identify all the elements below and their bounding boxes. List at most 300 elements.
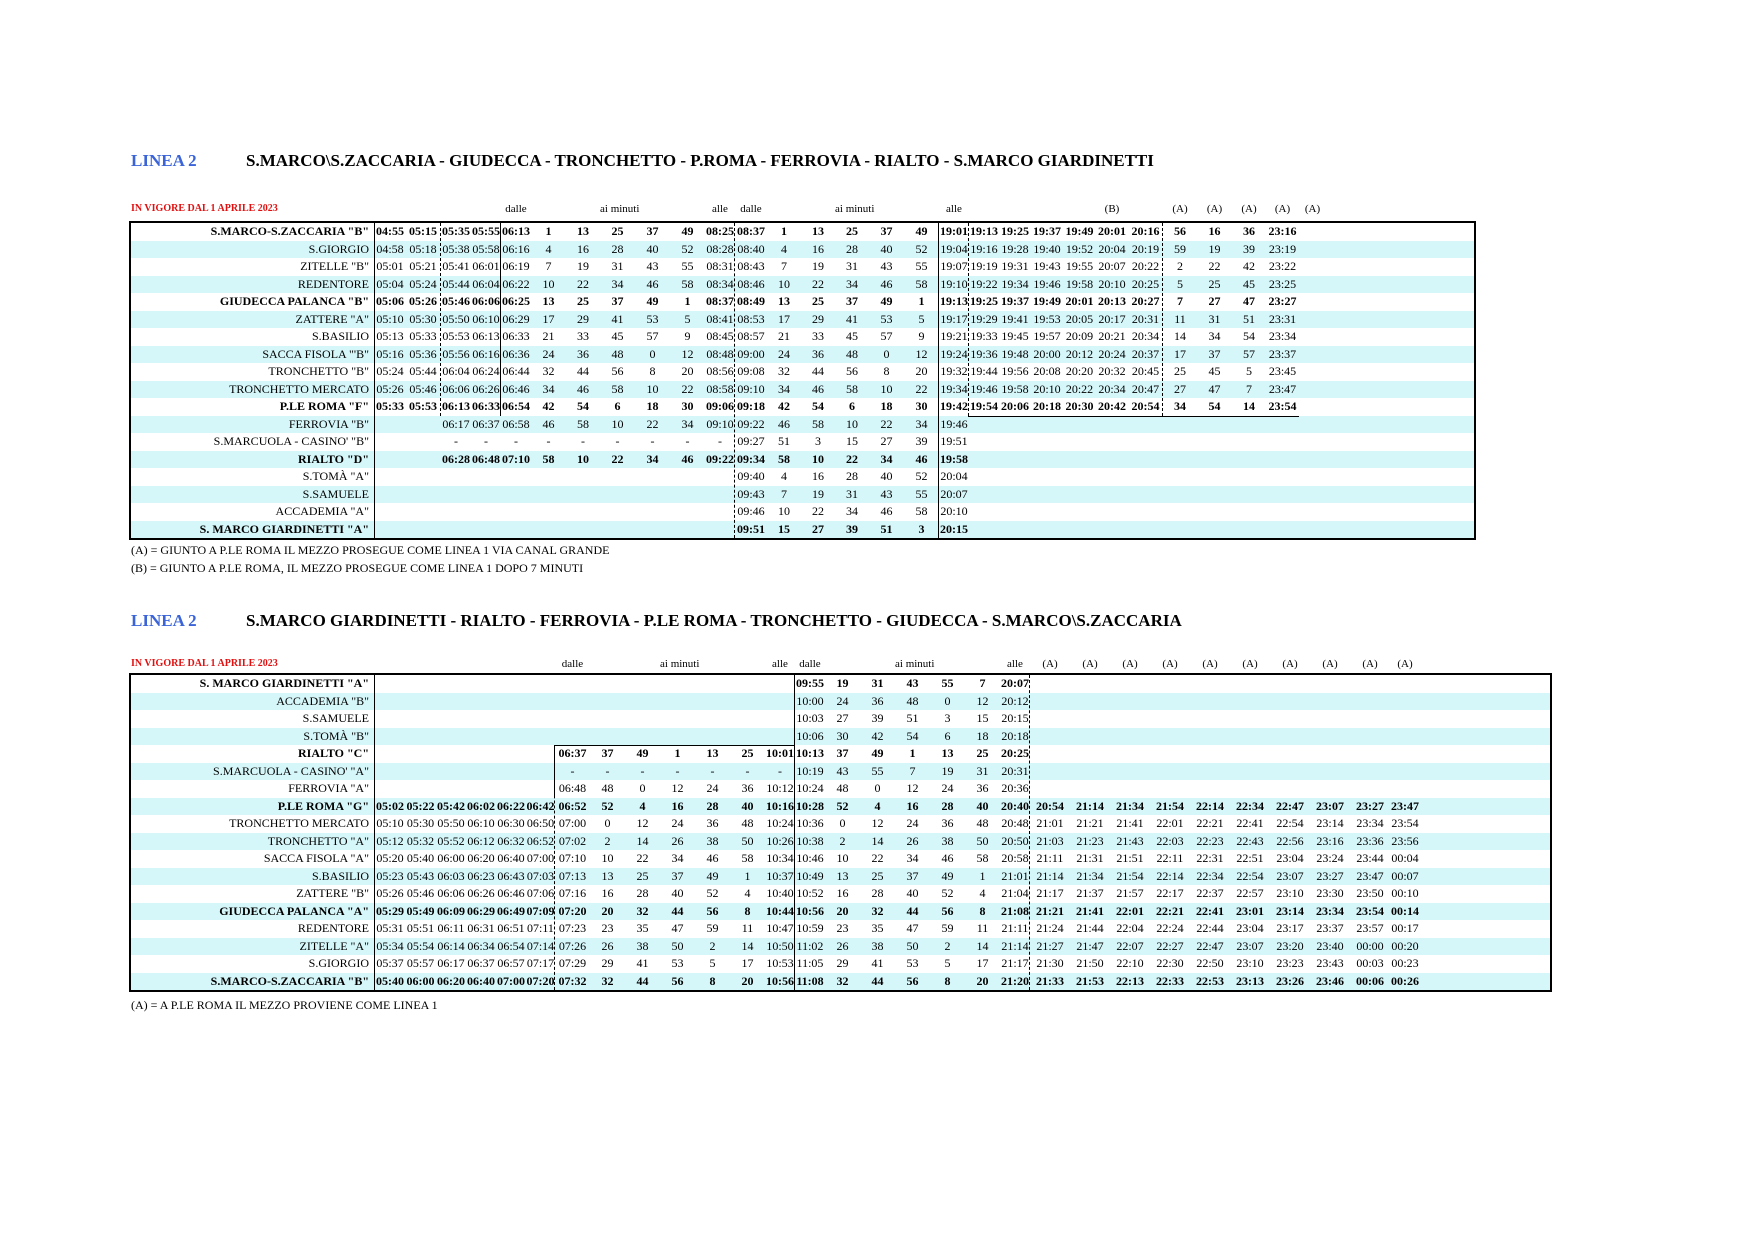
time-cell: 49 bbox=[706, 868, 719, 883]
time-cell: 40 bbox=[906, 886, 919, 900]
time-cell: 42 bbox=[778, 399, 790, 413]
time-cell: 34 bbox=[542, 381, 555, 396]
time-cell: 21:51 bbox=[1116, 851, 1144, 865]
time-cell: 46 bbox=[880, 276, 893, 291]
time-cell: 19:04 bbox=[940, 241, 968, 256]
time-cell: 46 bbox=[646, 276, 659, 291]
time-cell: 06:17 bbox=[442, 416, 470, 431]
time-cell bbox=[1266, 416, 1299, 434]
time-cell bbox=[1096, 468, 1128, 486]
time-cell: 8 bbox=[709, 973, 716, 988]
time-cell: 19:32 bbox=[940, 364, 968, 378]
time-cell bbox=[1163, 521, 1197, 539]
time-cell: 1 bbox=[909, 746, 916, 760]
time-cell: 23:07 bbox=[1276, 868, 1304, 883]
time-cell: 40 bbox=[646, 241, 659, 256]
table-row bbox=[131, 451, 1474, 469]
time-cell bbox=[1110, 728, 1150, 746]
time-cell bbox=[405, 780, 436, 798]
table-row bbox=[131, 241, 1474, 259]
time-cell bbox=[1096, 433, 1128, 451]
time-cell bbox=[1030, 710, 1070, 728]
time-cell: 00:20 bbox=[1391, 938, 1419, 953]
time-cell: 53 bbox=[880, 311, 893, 326]
footnote-a: (A) = A P.LE ROMA IL MEZZO PROVIENE COME LINEA 1 bbox=[131, 998, 438, 1012]
time-cell bbox=[471, 486, 501, 504]
timetable-table bbox=[129, 221, 1476, 540]
time-cell: 23:17 bbox=[1276, 921, 1304, 935]
time-cell: 05:44 bbox=[409, 364, 437, 378]
time-cell: 27 bbox=[812, 521, 824, 536]
time-cell: 48 bbox=[741, 816, 754, 830]
time-cell: 23:47 bbox=[1356, 868, 1384, 883]
time-cell: 07:14 bbox=[526, 938, 555, 953]
time-cell: 16 bbox=[812, 469, 824, 483]
time-cell: 05:57 bbox=[406, 956, 435, 970]
time-cell: 49 bbox=[941, 868, 954, 883]
time-cell: 05:40 bbox=[376, 973, 404, 988]
time-cell: 23:27 bbox=[1356, 798, 1384, 813]
time-cell bbox=[1163, 486, 1197, 504]
time-cell: 21:57 bbox=[1116, 886, 1144, 900]
time-cell: 05:50 bbox=[437, 816, 465, 830]
table-row bbox=[131, 868, 1550, 886]
column-header: (A) bbox=[1206, 203, 1223, 215]
stop-name: S.TOMÀ "B" bbox=[303, 728, 369, 743]
time-cell: 05:50 bbox=[442, 311, 470, 326]
time-cell bbox=[1197, 521, 1232, 539]
time-cell: 26 bbox=[906, 833, 919, 848]
table-row bbox=[131, 973, 1550, 991]
time-cell bbox=[405, 433, 441, 451]
time-cell bbox=[566, 503, 600, 521]
time-cell: 4 bbox=[639, 798, 646, 813]
time-cell bbox=[1230, 693, 1270, 711]
time-cell bbox=[1232, 486, 1266, 504]
time-cell: 50 bbox=[906, 938, 919, 953]
time-cell bbox=[670, 503, 705, 521]
time-cell: 25 bbox=[812, 294, 824, 308]
time-cell bbox=[1270, 693, 1310, 711]
time-cell: - bbox=[718, 434, 722, 448]
validity-notice: IN VIGORE DAL 1 APRILE 2023 bbox=[131, 203, 278, 214]
time-cell: 22:14 bbox=[1196, 798, 1224, 813]
time-cell: 41 bbox=[611, 311, 624, 326]
time-cell: 23:46 bbox=[1316, 973, 1344, 988]
time-cell: 10 bbox=[880, 381, 893, 396]
time-cell bbox=[466, 693, 496, 711]
time-cell: 23 bbox=[836, 921, 849, 935]
time-cell: 20:10 bbox=[1033, 381, 1061, 396]
time-cell: 21:03 bbox=[1036, 833, 1064, 848]
validity-notice: IN VIGORE DAL 1 APRILE 2023 bbox=[131, 658, 278, 669]
time-cell: 20:12 bbox=[1001, 693, 1029, 708]
time-cell: 23:07 bbox=[1236, 938, 1264, 953]
time-cell: 07:16 bbox=[558, 886, 587, 900]
time-cell bbox=[999, 416, 1031, 434]
time-cell bbox=[1163, 503, 1197, 521]
time-cell: 06:28 bbox=[442, 451, 470, 466]
time-cell: 07:10 bbox=[502, 451, 530, 466]
time-cell: 09:34 bbox=[737, 451, 765, 466]
time-cell bbox=[1150, 780, 1190, 798]
table-row bbox=[131, 346, 1474, 364]
time-cell: 19:01 bbox=[940, 224, 968, 238]
time-cell: 06:37 bbox=[558, 746, 587, 760]
time-cell bbox=[531, 486, 566, 504]
time-cell: 10:47 bbox=[766, 921, 794, 935]
time-cell: 06:24 bbox=[472, 364, 500, 378]
time-cell: 06:51 bbox=[497, 921, 525, 935]
time-cell: 34 bbox=[671, 851, 684, 865]
time-cell: 22:56 bbox=[1276, 833, 1304, 848]
time-cell bbox=[1390, 675, 1420, 693]
time-cell bbox=[1190, 728, 1230, 746]
time-cell bbox=[969, 451, 999, 469]
time-cell: 00:23 bbox=[1391, 956, 1419, 970]
time-cell: 47 bbox=[1208, 381, 1221, 396]
time-cell: 13 bbox=[836, 868, 849, 883]
time-cell: 06:43 bbox=[497, 868, 525, 883]
time-cell: 05:43 bbox=[406, 868, 435, 883]
time-cell: 22:54 bbox=[1236, 868, 1264, 883]
table-row bbox=[131, 503, 1474, 521]
time-cell: 23:04 bbox=[1236, 921, 1264, 935]
table-row bbox=[131, 381, 1474, 399]
time-cell: 06:31 bbox=[467, 921, 495, 935]
time-cell bbox=[1063, 521, 1096, 539]
time-cell bbox=[625, 693, 660, 711]
time-cell: 06:54 bbox=[502, 399, 530, 413]
time-cell bbox=[999, 486, 1031, 504]
time-cell: 10:44 bbox=[766, 903, 794, 918]
time-cell: 34 bbox=[1208, 329, 1221, 343]
time-cell: 58 bbox=[778, 451, 790, 466]
time-cell: 10:12 bbox=[766, 781, 794, 795]
time-cell: 43 bbox=[880, 486, 893, 501]
time-cell: 05:26 bbox=[409, 294, 437, 308]
column-header: (B) bbox=[1104, 203, 1120, 215]
time-cell: 09:27 bbox=[737, 434, 765, 448]
time-cell: 58 bbox=[577, 416, 589, 431]
time-cell bbox=[526, 693, 555, 711]
time-cell: 22:37 bbox=[1196, 886, 1224, 900]
time-cell: 05:04 bbox=[376, 276, 404, 291]
time-cell: 20:48 bbox=[1001, 816, 1029, 830]
time-cell: 16 bbox=[836, 886, 849, 900]
time-cell bbox=[405, 710, 436, 728]
route-title: S.MARCO\S.ZACCARIA - GIUDECCA - TRONCHETTO - P.ROMA - FERROVIA - RIALTO - S.MARCO GIARDINETTI bbox=[246, 151, 1154, 170]
time-cell: 06:17 bbox=[437, 956, 465, 970]
time-cell: 19:28 bbox=[1001, 241, 1029, 256]
time-cell: 25 bbox=[611, 224, 624, 238]
time-cell: 06:13 bbox=[502, 224, 530, 238]
time-cell bbox=[1030, 693, 1070, 711]
time-cell bbox=[1063, 433, 1096, 451]
time-cell: 12 bbox=[976, 693, 989, 708]
time-cell: 56 bbox=[1174, 224, 1186, 238]
time-cell: 58 bbox=[542, 451, 555, 466]
time-cell bbox=[1266, 468, 1299, 486]
time-cell: 27 bbox=[836, 711, 849, 725]
time-cell bbox=[1031, 486, 1063, 504]
time-cell bbox=[1128, 451, 1163, 469]
time-cell bbox=[1197, 451, 1232, 469]
stop-name: S.GIORGIO bbox=[308, 956, 369, 970]
time-cell: 09:46 bbox=[737, 504, 765, 518]
time-cell bbox=[999, 521, 1031, 539]
time-cell: 1 bbox=[918, 294, 925, 308]
time-cell: 7 bbox=[781, 486, 787, 501]
time-cell: 15 bbox=[846, 434, 858, 448]
time-cell: 20:09 bbox=[1065, 329, 1094, 343]
time-cell: 22 bbox=[646, 416, 659, 431]
time-cell: 23:47 bbox=[1268, 381, 1297, 396]
time-cell: 08:37 bbox=[706, 294, 734, 308]
time-cell: 07:23 bbox=[558, 921, 587, 935]
time-cell: 45 bbox=[1208, 364, 1221, 378]
time-cell: 10 bbox=[778, 504, 790, 518]
time-cell: 23:30 bbox=[1316, 886, 1344, 900]
time-cell: 23:40 bbox=[1316, 938, 1344, 953]
time-cell bbox=[1110, 745, 1150, 763]
time-cell: 52 bbox=[836, 798, 849, 813]
time-cell: 23:26 bbox=[1276, 973, 1304, 988]
time-cell: 19:34 bbox=[940, 381, 968, 396]
time-cell: 19 bbox=[836, 676, 849, 690]
time-cell bbox=[1110, 675, 1150, 693]
time-cell: 58 bbox=[681, 276, 694, 291]
time-cell: 23:01 bbox=[1236, 903, 1264, 918]
time-cell: 19:37 bbox=[1033, 224, 1061, 238]
stop-name: ACCADEMIA "A" bbox=[275, 504, 369, 518]
time-cell: 47 bbox=[906, 921, 919, 935]
time-cell: 20:16 bbox=[1131, 224, 1160, 238]
time-cell: 05:24 bbox=[409, 276, 437, 291]
time-cell: 16 bbox=[1208, 224, 1221, 238]
column-header: ai minuti bbox=[835, 203, 875, 215]
time-cell bbox=[1230, 675, 1270, 693]
time-cell: 06:10 bbox=[467, 816, 495, 830]
time-cell bbox=[1197, 416, 1232, 434]
time-cell: 08:46 bbox=[737, 276, 765, 291]
time-cell: 20:25 bbox=[1001, 746, 1029, 760]
time-cell: 54 bbox=[1243, 329, 1255, 343]
time-cell: 00:03 bbox=[1356, 956, 1384, 970]
time-cell: 7 bbox=[545, 259, 552, 273]
time-cell: 30 bbox=[681, 399, 694, 413]
column-header: (A) bbox=[1304, 203, 1321, 215]
stop-name: P.LE ROMA "F" bbox=[279, 399, 369, 413]
time-cell: 20:00 bbox=[1033, 346, 1061, 361]
time-cell: 06:06 bbox=[442, 381, 470, 396]
time-cell: 10:03 bbox=[796, 711, 824, 725]
time-cell: 7 bbox=[1177, 294, 1183, 308]
time-cell: 22:11 bbox=[1156, 851, 1184, 865]
time-cell: 40 bbox=[671, 886, 684, 900]
time-cell: 20:08 bbox=[1033, 364, 1061, 378]
time-cell: 20:50 bbox=[1001, 833, 1029, 848]
time-cell bbox=[590, 710, 625, 728]
time-cell: 05:38 bbox=[442, 241, 470, 256]
stop-name: GIUDECCA PALANCA "B" bbox=[219, 294, 369, 308]
time-cell: 06:25 bbox=[502, 294, 530, 308]
time-cell: 22:27 bbox=[1156, 938, 1184, 953]
time-cell: 09:55 bbox=[796, 676, 824, 690]
time-cell: 46 bbox=[880, 504, 893, 518]
time-cell bbox=[1310, 780, 1350, 798]
time-cell: 6 bbox=[849, 399, 855, 413]
time-cell: 19:29 bbox=[970, 311, 998, 326]
time-cell bbox=[436, 763, 466, 781]
time-cell: 9 bbox=[918, 329, 925, 343]
table-row bbox=[131, 728, 1550, 746]
column-header: (A) bbox=[1042, 658, 1058, 670]
time-cell: 23:20 bbox=[1276, 938, 1304, 953]
time-cell: 23:07 bbox=[1316, 798, 1344, 813]
time-cell: 06:33 bbox=[472, 399, 500, 413]
time-cell: 20 bbox=[915, 364, 928, 378]
time-cell: 34 bbox=[646, 451, 659, 466]
time-cell bbox=[1063, 468, 1096, 486]
table-row bbox=[131, 398, 1474, 416]
time-cell bbox=[1310, 693, 1350, 711]
time-cell: 20:01 bbox=[1098, 224, 1126, 238]
time-cell: 25 bbox=[976, 746, 989, 760]
time-cell: 11:08 bbox=[796, 973, 824, 988]
time-cell: 34 bbox=[681, 416, 694, 431]
time-cell bbox=[1163, 468, 1197, 486]
time-cell bbox=[1163, 451, 1197, 469]
time-cell bbox=[1070, 763, 1110, 781]
time-cell: 9 bbox=[684, 329, 691, 343]
time-cell: 55 bbox=[915, 259, 928, 273]
time-cell: 22 bbox=[636, 851, 649, 865]
time-cell: 20 bbox=[976, 973, 989, 988]
time-cell: 55 bbox=[681, 259, 694, 273]
time-cell: 39 bbox=[871, 711, 884, 725]
time-cell: 05:02 bbox=[376, 798, 404, 813]
stop-name: SACCA FISOLA "'B" bbox=[262, 346, 369, 361]
column-header: dalle bbox=[799, 658, 821, 670]
time-cell: 06:19 bbox=[502, 259, 530, 273]
time-cell: 10 bbox=[812, 451, 824, 466]
time-cell: 05:26 bbox=[376, 886, 404, 900]
time-cell: 25 bbox=[577, 294, 589, 308]
time-cell: 0 bbox=[944, 693, 951, 708]
table-row bbox=[131, 223, 1474, 241]
time-cell: 08:57 bbox=[737, 329, 765, 343]
time-cell: 14 bbox=[1243, 399, 1255, 413]
time-cell: 35 bbox=[636, 921, 649, 935]
time-cell: 25 bbox=[1174, 364, 1186, 378]
time-cell: 26 bbox=[836, 938, 849, 953]
time-cell: 56 bbox=[706, 903, 719, 918]
time-cell: 1 bbox=[744, 868, 751, 883]
time-cell: 22:47 bbox=[1196, 938, 1224, 953]
time-cell bbox=[1063, 451, 1096, 469]
time-cell: 09:22 bbox=[737, 416, 765, 431]
time-cell: 31 bbox=[871, 676, 884, 690]
time-cell: 0 bbox=[649, 346, 656, 361]
time-cell: 7 bbox=[1246, 381, 1252, 396]
stop-name: TRONCHETTO "A" bbox=[267, 833, 369, 848]
time-cell: 23:10 bbox=[1236, 956, 1264, 970]
time-cell bbox=[496, 693, 526, 711]
time-cell: 22:21 bbox=[1196, 816, 1224, 830]
time-cell bbox=[555, 693, 590, 711]
time-cell: 40 bbox=[880, 241, 893, 256]
time-cell: 38 bbox=[941, 833, 954, 848]
time-cell bbox=[1270, 763, 1310, 781]
time-cell bbox=[1197, 468, 1232, 486]
time-cell: 27 bbox=[880, 434, 893, 448]
time-cell: 13 bbox=[601, 868, 614, 883]
time-cell bbox=[375, 503, 405, 521]
time-cell bbox=[405, 728, 436, 746]
time-cell bbox=[405, 521, 441, 539]
time-cell: 10:24 bbox=[796, 781, 824, 795]
time-cell: 43 bbox=[880, 259, 893, 273]
time-cell bbox=[1390, 728, 1420, 746]
time-cell bbox=[436, 693, 466, 711]
time-cell bbox=[496, 745, 526, 763]
time-cell: 06:33 bbox=[502, 329, 530, 343]
time-cell: 31 bbox=[1208, 311, 1221, 326]
time-cell: 46 bbox=[915, 451, 928, 466]
time-cell bbox=[635, 486, 670, 504]
time-cell: 28 bbox=[871, 886, 884, 900]
time-cell: 22:57 bbox=[1236, 886, 1264, 900]
time-cell: 19:56 bbox=[1001, 364, 1029, 378]
column-header: (A) bbox=[1241, 203, 1257, 215]
time-cell: 20 bbox=[741, 973, 754, 988]
time-cell: 12 bbox=[681, 346, 694, 361]
column-header: dalle bbox=[561, 658, 584, 670]
time-cell: 4 bbox=[781, 469, 787, 483]
stop-name: S.SAMUELE bbox=[302, 486, 369, 501]
time-cell: 19:58 bbox=[1001, 381, 1029, 396]
time-cell bbox=[555, 710, 590, 728]
time-cell bbox=[1310, 710, 1350, 728]
stop-name: S. MARCO GIARDINETTI "A" bbox=[199, 521, 369, 536]
time-cell: 21:54 bbox=[1156, 798, 1184, 813]
time-cell bbox=[635, 468, 670, 486]
time-cell: 06:02 bbox=[467, 798, 495, 813]
time-cell: 04:55 bbox=[376, 224, 404, 238]
time-cell bbox=[1150, 710, 1190, 728]
time-cell bbox=[1197, 433, 1232, 451]
time-cell: 20:25 bbox=[1131, 276, 1160, 291]
time-cell: 06:00 bbox=[437, 851, 465, 865]
time-cell bbox=[969, 486, 999, 504]
time-cell: 23:37 bbox=[1268, 346, 1297, 361]
time-cell: 10:46 bbox=[796, 851, 824, 865]
time-cell bbox=[1270, 710, 1310, 728]
time-cell: 6 bbox=[614, 399, 621, 413]
time-cell: 48 bbox=[976, 816, 989, 830]
time-cell bbox=[1350, 780, 1390, 798]
time-cell: 25 bbox=[741, 746, 754, 760]
time-cell: 39 bbox=[846, 521, 858, 536]
table-row bbox=[131, 833, 1550, 851]
time-cell: 23:34 bbox=[1316, 903, 1344, 918]
time-cell: 20:20 bbox=[1065, 364, 1094, 378]
time-cell: 5 bbox=[709, 956, 716, 970]
time-cell: 22 bbox=[577, 276, 589, 291]
time-cell: 43 bbox=[906, 676, 919, 690]
time-cell: 21:21 bbox=[1036, 903, 1064, 918]
